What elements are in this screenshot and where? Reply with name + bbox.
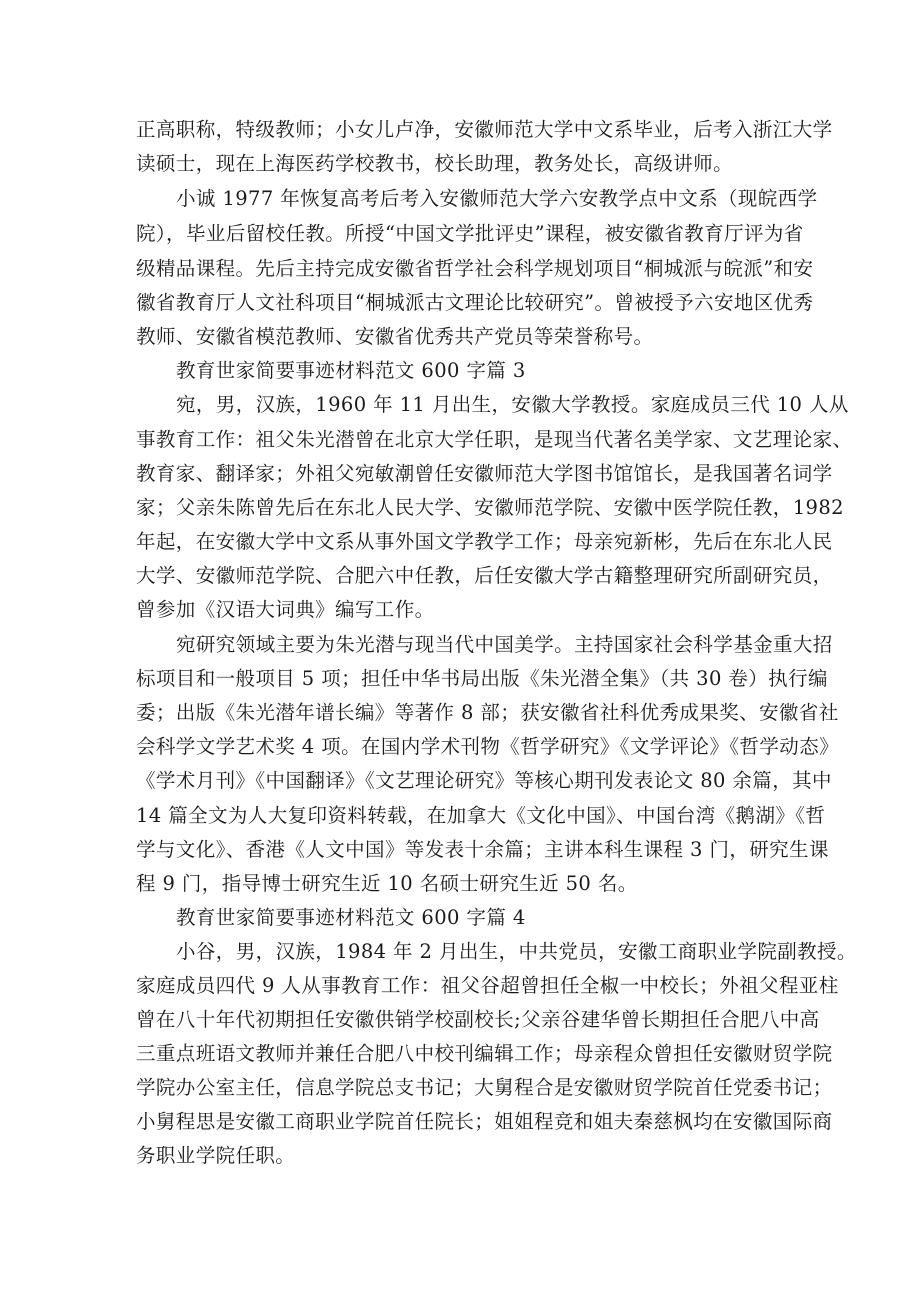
paragraph-line: 大学、安徽师范学院、合肥六中任教，后任安徽大学古籍整理研究所副研究员，: [136, 564, 833, 587]
paragraph-line: 会科学文学艺术奖 4 项。在国内学术刊物《哲学研究》《文学评论》《哲学动态》: [136, 735, 840, 758]
paragraph-line: 宛，男，汉族，1960 年 11 月出生，安徽大学教授。家庭成员三代 10 人从: [176, 393, 849, 416]
paragraph-line: 程 9 门，指导博士研究生近 10 名硕士研究生近 50 名。: [136, 872, 638, 895]
paragraph-line: 标项目和一般项目 5 项；担任中华书局出版《朱光潜全集》（共 30 卷）执行编: [136, 667, 828, 690]
section-heading: 教育世家简要事迹材料范文 600 字篇 3: [176, 359, 526, 382]
paragraph-line: 14 篇全文为人大复印资料转载，在加拿大《文化中国》、中国台湾《鹅湖》《哲: [136, 804, 826, 827]
paragraph-line: 三重点班语文教师并兼任合肥八中校刊编辑工作；母亲程众曾担任安徽财贸学院: [136, 1042, 833, 1065]
paragraph-line: 教育家、翻译家；外祖父宛敏潮曾任安徽师范大学图书馆馆长，是我国著名词学: [136, 462, 833, 485]
paragraph-line: 读硕士，现在上海医药学校教书，校长助理，教务处长，高级讲师。: [136, 152, 734, 175]
paragraph-line: 正高职称，特级教师；小女儿卢净，安徽师范大学中文系毕业，后考入浙江大学: [136, 118, 833, 141]
paragraph-line: 学院办公室主任，信息学院总支书记；大舅程合是安徽财贸学院首任党委书记；: [136, 1076, 833, 1099]
paragraph-line: 宛研究领域主要为朱光潜与现当代中国美学。主持国家社会科学基金重大招: [176, 633, 833, 656]
paragraph-line: 小舅程思是安徽工商职业学院首任院长；姐姐程竞和姐夫秦慈枫均在安徽国际商: [136, 1110, 833, 1133]
paragraph-line: 学与文化》、香港《人文中国》等发表十余篇；主讲本科生课程 3 门，研究生课: [136, 838, 829, 861]
paragraph-line: 院），毕业后留校任教。所授“中国文学批评史”课程，被安徽省教育厅评为省: [136, 222, 804, 245]
paragraph-line: 年起，在安徽大学中文系从事外国文学教学工作；母亲宛新彬，先后在东北人民: [136, 530, 833, 553]
paragraph-line: 家庭成员四代 9 人从事教育工作：祖父谷超曾担任全椒一中校长；外祖父程亚柱: [136, 974, 839, 997]
paragraph-line: 小诚 1977 年恢复高考后考入安徽师范大学六安教学点中文系（现皖西学: [176, 187, 818, 210]
paragraph-line: 务职业学院任职。: [136, 1144, 296, 1167]
section-heading: 教育世家简要事迹材料范文 600 字篇 4: [176, 906, 526, 929]
paragraph-line: 事教育工作：祖父朱光潜曾在北京大学任职，是现当代著名美学家、文艺理论家、: [136, 428, 853, 451]
paragraph-line: 级精品课程。先后主持完成安徽省哲学社会科学规划项目“桐城派与皖派”和安: [136, 257, 814, 280]
paragraph-line: 《学术月刊》《中国翻译》《文艺理论研究》等核心期刊发表论文 80 余篇，其中: [136, 769, 832, 792]
paragraph-line: 教师、安徽省模范教师、安徽省优秀共产党员等荣誉称号。: [136, 325, 654, 348]
paragraph-line: 委；出版《朱光潜年谱长编》等著作 8 部；获安徽省社科优秀成果奖、安徽省社: [136, 701, 839, 724]
paragraph-line: 曾在八十年代初期担任安徽供销学校副校长;父亲谷建华曾长期担任合肥八中高: [136, 1008, 820, 1031]
paragraph-line: 徽省教育厅人文社科项目“桐城派古文理论比较研究”。曾被授予六安地区优秀: [136, 291, 814, 314]
paragraph-line: 小谷，男，汉族，1984 年 2 月出生，中共党员，安徽工商职业学院副教授。: [176, 940, 857, 963]
paragraph-line: 曾参加《汉语大词典》编写工作。: [136, 598, 435, 621]
paragraph-line: 家；父亲朱陈曾先后在东北人民大学、安徽师范学院、安徽中医学院任教，1982: [136, 496, 844, 519]
